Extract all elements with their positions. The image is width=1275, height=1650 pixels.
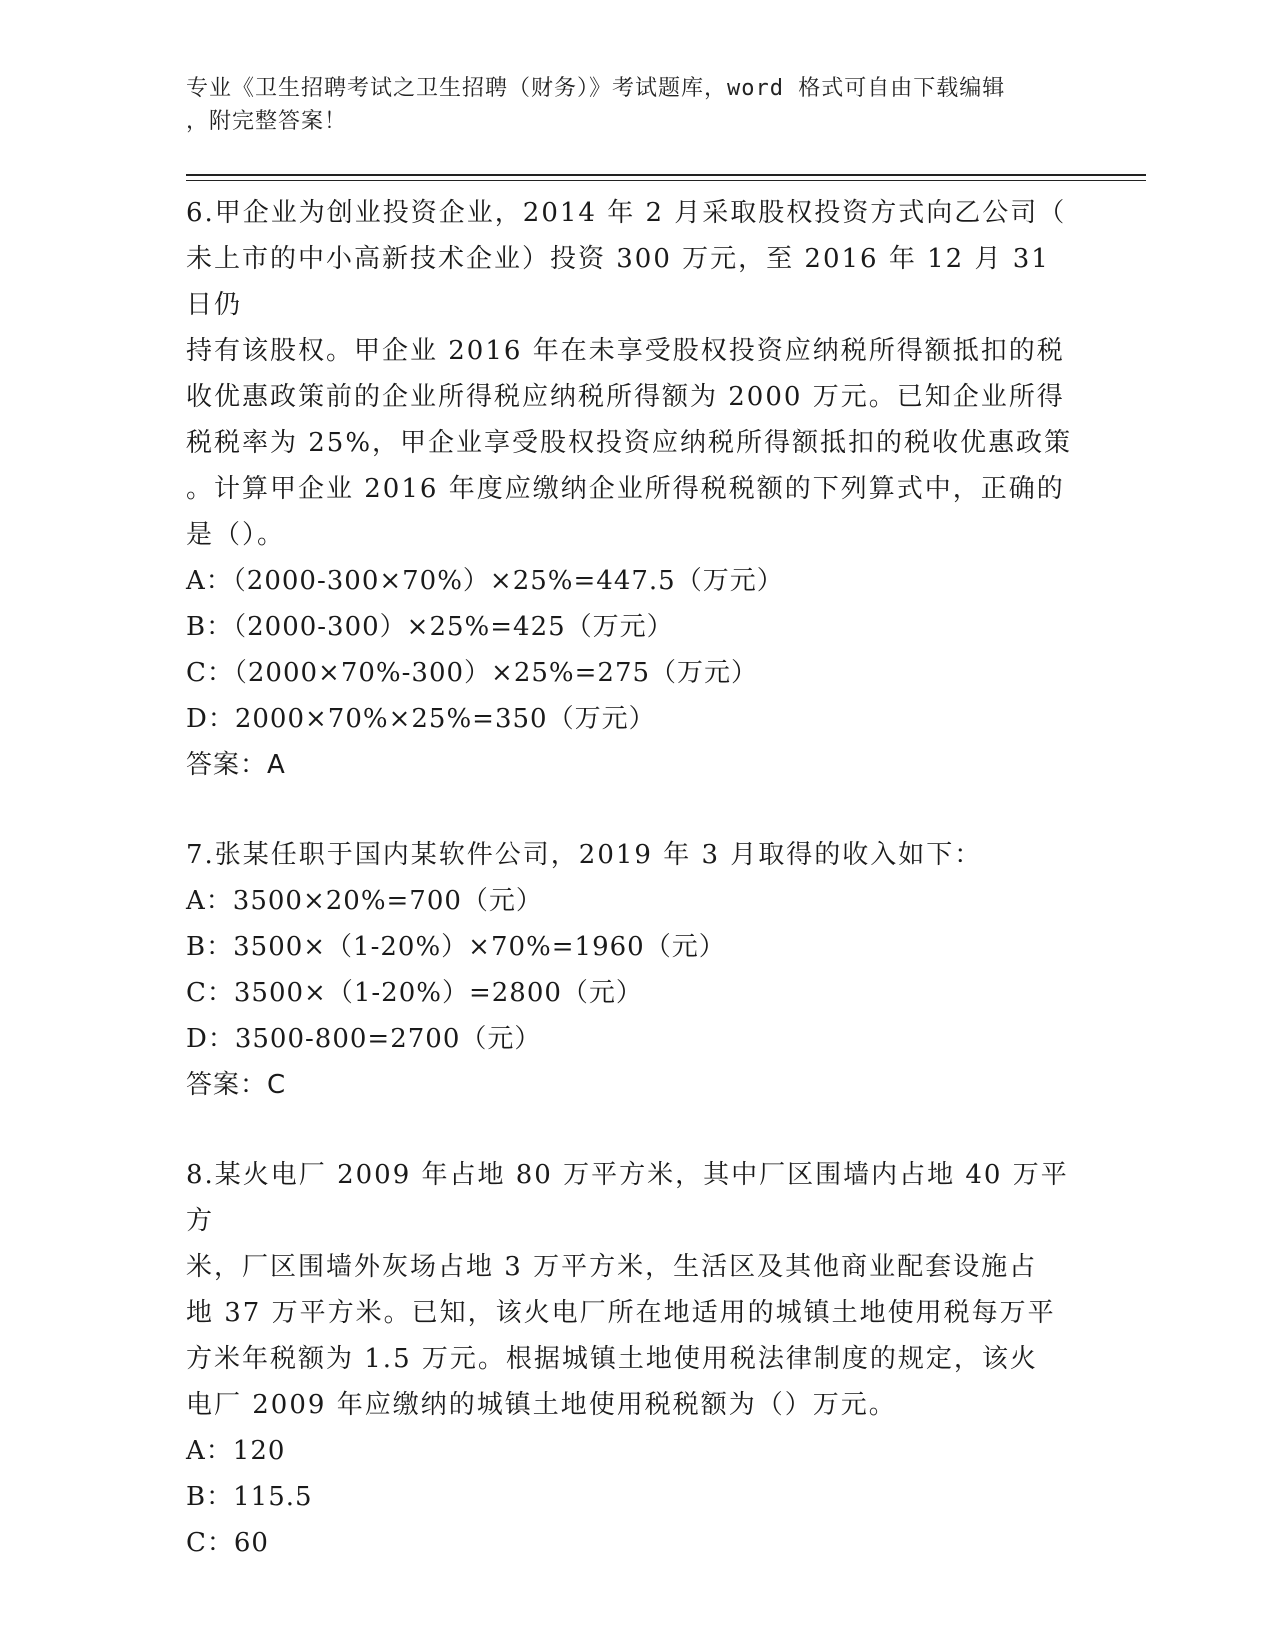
document-header [186,72,1066,138]
question-text-line: 米，厂区围墙外灰场占地 3 万平方米，生活区及其他商业配套设施占 [186,1252,1038,1282]
question-text-line: 8.某火电厂 2009 年占地 80 万平方米，其中厂区围墙内占地 40 万平方 [186,1160,1069,1236]
option-a: A：3500×20%=700（元） [186,886,543,916]
answer: 答案：A [186,750,286,780]
header-rule-thick [186,174,1146,176]
question-text-line: 7.张某任职于国内某软件公司，2019 年 3 月取得的收入如下： [186,840,983,870]
question-text-line: 持有该股权。甲企业 2016 年在未享受股权投资应纳税所得额抵扣的税 [186,336,1065,366]
answer: 答案：C [186,1070,287,1100]
option-b: B：（2000-300）×25%=425（万元） [186,612,674,642]
header-line-1: 专业《卫生招聘考试之卫生招聘（财务）》考试题库，word 格式可自由下载编辑 [186,76,1006,101]
question-text-line: 税税率为 25%，甲企业享受股权投资应纳税所得额抵扣的税收优惠政策 [186,428,1073,458]
question-text-line: 。计算甲企业 2016 年度应缴纳企业所得税税额的下列算式中，正确的 [186,474,1065,504]
header-line-2: ，附完整答案！ [186,109,348,134]
question-text-line: 收优惠政策前的企业所得税应纳税所得额为 2000 万元。已知企业所得 [186,382,1065,412]
question-6 [186,190,1086,788]
spacer [186,1108,1086,1152]
option-b: B：3500×（1-20%）×70%=1960（元） [186,932,726,962]
option-c: C：3500×（1-20%）=2800（元） [186,978,643,1008]
question-text-line: 电厂 2009 年应缴纳的城镇土地使用税税额为（）万元。 [186,1390,897,1420]
option-c: C：60 [186,1528,269,1558]
question-text-line: 地 37 万平方米。已知，该火电厂所在地适用的城镇土地使用税每万平 [186,1298,1056,1328]
option-a: A：（2000-300×70%）×25%=447.5（万元） [186,566,784,596]
header-rule-thin [186,180,1146,181]
option-c: C：（2000×70%-300）×25%=275（万元） [186,658,759,688]
question-text-line: 是（）。 [186,520,286,550]
option-a: A：120 [186,1436,286,1466]
option-d: D：2000×70%×25%=350（万元） [186,704,656,734]
question-8 [186,1152,1086,1566]
option-d: D：3500-800=2700（元） [186,1024,542,1054]
question-text-line: 6.甲企业为创业投资企业，2014 年 2 月采取股权投资方式向乙公司（ [186,198,1067,228]
question-7 [186,832,1086,1108]
question-list [186,190,1086,1566]
option-b: B：115.5 [186,1482,313,1512]
spacer [186,788,1086,832]
question-text-line: 方米年税额为 1.5 万元。根据城镇土地使用税法律制度的规定，该火 [186,1344,1038,1374]
question-text-line: 未上市的中小高新技术企业）投资 300 万元，至 2016 年 12 月 31 日仍 [186,244,1050,320]
